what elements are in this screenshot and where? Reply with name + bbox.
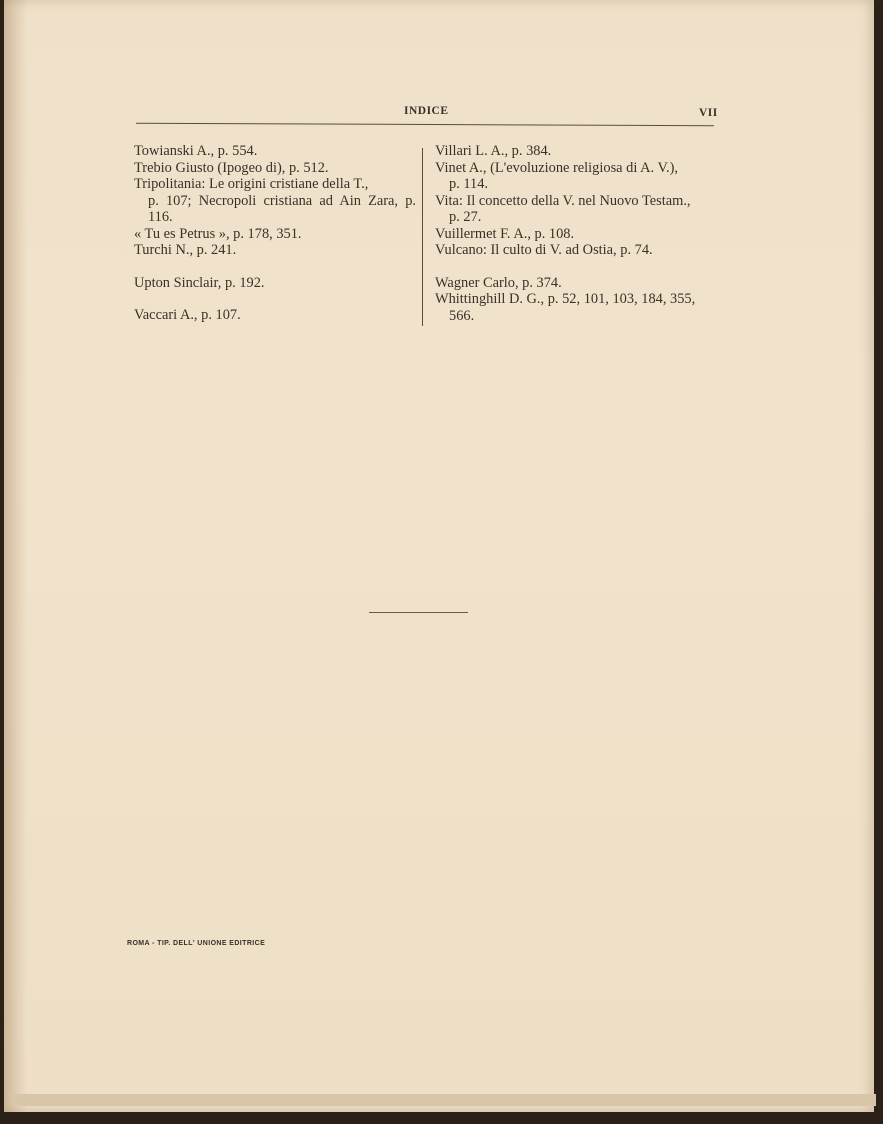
index-entry: Vinet A., (L'evoluzione religiosa di A. V.), p. 114. — [435, 159, 679, 192]
page-number: VII — [699, 107, 718, 119]
index-entry: Trebio Giusto (Ipogeo di), p. 512. — [134, 159, 329, 176]
index-column-right — [435, 143, 718, 324]
running-head-title: INDICE — [404, 105, 449, 117]
index-entry: Whittinghill D. G., p. 52, 101, 103, 184, 355, 566. — [435, 291, 696, 324]
end-rule — [369, 612, 468, 613]
header-rule — [136, 123, 714, 127]
printer-imprint: ROMA - TIP. DELL' UNIONE EDITRICE — [127, 940, 266, 947]
index-entry: Villari L. A., p. 384. — [435, 143, 552, 159]
section-gap — [134, 291, 416, 307]
index-entry: Vuillermet F. A., p. 108. — [435, 225, 575, 242]
index-entry: Tripolitania: Le origini cristiane della T., p. 107; Necropoli cristiana ad Ain Zara, p. 116. — [134, 176, 416, 225]
section-gap — [435, 259, 718, 275]
index-entry: Upton Sinclair, p. 192. — [134, 274, 265, 291]
index-entry: Vulcano: Il culto di V. ad Ostia, p. 74. — [435, 242, 653, 258]
index-column-left — [134, 143, 416, 324]
index-entry: Turchi N., p. 241. — [134, 242, 237, 258]
column-divider — [422, 148, 423, 326]
book-page — [4, 0, 874, 1112]
section-gap — [134, 259, 416, 275]
index-entry: « Tu es Petrus », p. 178, 351. — [134, 225, 302, 242]
index-entry: Vita: Il concetto della V. nel Nuovo Testam., p. 27. — [435, 192, 691, 225]
index-entry: Towianski A., p. 554. — [134, 143, 258, 159]
index-entry: Wagner Carlo, p. 374. — [435, 274, 562, 291]
page-bottom-edge — [14, 1094, 876, 1106]
index-entry: Vaccari A., p. 107. — [134, 307, 241, 323]
